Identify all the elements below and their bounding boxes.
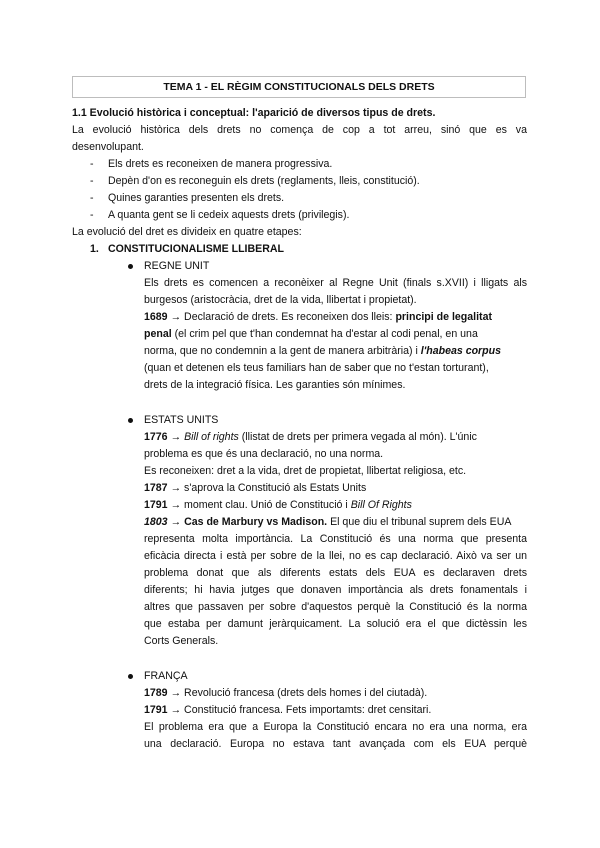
bullet-icon (128, 264, 133, 269)
text-span: Cas de Marbury vs Madison. (184, 516, 328, 528)
year: 1689 (144, 311, 168, 323)
paragraph-line: (quan et detenen els teus familiars han de saber que no t'estan torturant), (144, 362, 489, 374)
intro-line-2: desenvolupant. (72, 141, 144, 153)
paragraph-line (144, 310, 492, 324)
dash-marker: - (90, 192, 94, 204)
paragraph-line: que estaba per damunt jeràrquicament. La solució era el que dictèssin les (144, 618, 527, 630)
paragraph-line (144, 515, 511, 529)
year: 1791 (144, 499, 168, 511)
text-span: → moment clau. Unió de Constitució i (167, 499, 351, 511)
page-title: TEMA 1 - EL RÈGIM CONSTITUCIONALS DELS DRETS (72, 76, 526, 98)
paragraph-line: Es reconeixen: dret a la vida, dret de propietat, llibertat religiosa, etc. (144, 465, 467, 477)
dash-marker: - (90, 158, 94, 170)
paragraph-line: problema es que és una declaració, no una norma. (144, 448, 384, 460)
stage-number: 1. (90, 243, 99, 255)
text-span: l'habeas corpus (420, 345, 502, 357)
paragraph-line (144, 703, 431, 717)
text-span: (el crim pel que t'han condemnat ha d'estar al codi penal, en una (171, 328, 478, 340)
paragraph-line: eficàcia directa i està per sobre de la llei, no es cap declaració. Això va ser un (144, 550, 527, 562)
bullet-icon (128, 418, 133, 423)
text-span: Bill of rights (184, 431, 239, 443)
subsection-heading: FRANÇA (144, 670, 188, 682)
list-item: Depèn d'on es reconeguin els drets (reglaments, lleis, constitució). (108, 175, 420, 187)
dash-marker: - (90, 175, 94, 187)
stages-intro: La evolució del dret es divideix en quatre etapes: (72, 226, 302, 238)
paragraph-line: diferents; hi havia jutges que donaven importància als drets fonamentals i (144, 584, 527, 596)
paragraph-line (144, 344, 501, 358)
text-span: principi de legalitat (395, 311, 492, 323)
text-span: → (167, 516, 185, 528)
text-span: El que diu el tribunal suprem dels EUA (327, 516, 512, 528)
text-span: penal (144, 328, 172, 340)
paragraph-line: burgesos (aristocràcia, dret de la vida, llibertat i propietat). (144, 294, 417, 306)
section-heading: 1.1 Evolució històrica i conceptual: l'aparició de diversos tipus de drets. (72, 107, 436, 119)
text-span: → (167, 431, 185, 443)
text-span: → Revolució francesa (drets dels homes i del ciutadà). (167, 687, 428, 699)
year: 1787 (144, 482, 168, 494)
paragraph-line (144, 481, 366, 495)
paragraph-line (144, 498, 412, 512)
paragraph-line (144, 430, 477, 444)
paragraph-line: problema donat que als diferents estats dels EUA es declaraven drets (144, 567, 527, 579)
paragraph-line: representa molta importància. La Constitució és una norma que presenta (144, 533, 527, 545)
text-span: norma, que no condemnin a la gent de manera arbitrària) i (144, 345, 421, 357)
year: 1789 (144, 687, 168, 699)
list-item: Quines garanties presenten els drets. (108, 192, 285, 204)
list-item: A quanta gent se li cedeix aquests drets (privilegis). (108, 209, 350, 221)
year: 1803 (144, 516, 168, 528)
dash-marker: - (90, 209, 94, 221)
paragraph-line: Corts Generals. (144, 635, 219, 647)
stage-heading: CONSTITUCIONALISME LLIBERAL (108, 243, 284, 255)
paragraph-line: Els drets es comencen a reconèixer al Regne Unit (finals s.XVII) i lligats als (144, 277, 527, 289)
year: 1776 (144, 431, 168, 443)
bullet-icon (128, 674, 133, 679)
text-span: Bill Of Rights (350, 499, 412, 511)
text-span: → s'aprova la Constitució als Estats Units (167, 482, 367, 494)
list-item: Els drets es reconeixen de manera progressiva. (108, 158, 333, 170)
paragraph-line (144, 686, 427, 700)
text-span: → Constitució francesa. Fets importamts: dret censitari. (167, 704, 432, 716)
paragraph-line: una declaració. Europa no estava tant avançada com els EUA perquè (144, 738, 527, 750)
paragraph-line: drets de la integració física. Les garanties són mínimes. (144, 379, 406, 391)
text-span: → Declaració de drets. Es reconeixen dos lleis: (167, 311, 396, 323)
subsection-heading: REGNE UNIT (144, 260, 210, 272)
paragraph-line: altres que passaven per sobre d'aquestos perquè la Constitució és la norma (144, 601, 527, 613)
paragraph-line (144, 327, 478, 341)
paragraph-line: El problema era que a Europa la Constitució encara no era una norma, era (144, 721, 527, 733)
subsection-heading: ESTATS UNITS (144, 414, 219, 426)
text-span: (llistat de drets per primera vegada al món). L'únic (238, 431, 477, 443)
intro-line-1: La evolució històrica dels drets no comença de cop a tot arreu, sinó que es va (72, 124, 527, 136)
year: 1791 (144, 704, 168, 716)
